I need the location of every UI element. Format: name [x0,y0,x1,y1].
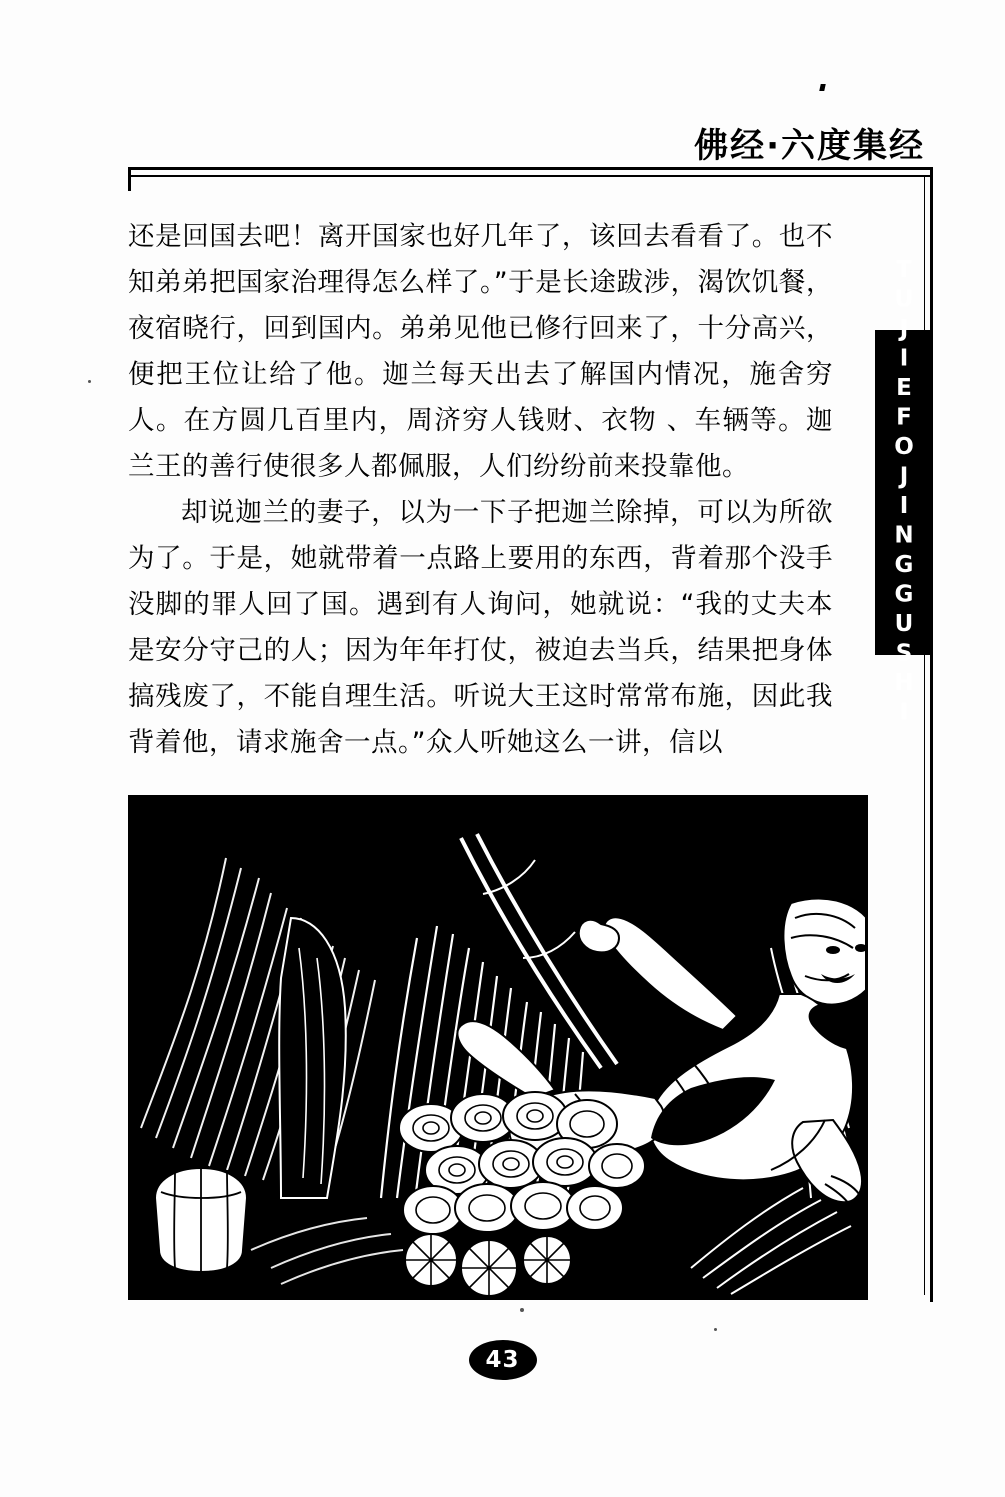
side-tab [875,256,933,729]
header-rule-left-tick [128,167,131,191]
body-text [128,214,833,766]
header-rule-thick [128,167,933,170]
decorative-dot [819,84,825,91]
illustration [128,795,868,1300]
paper-speck [88,380,91,383]
paper-speck [520,1308,524,1312]
page-number: 43 [469,1340,537,1380]
side-tab-label: TUJIEFOJINGGUSHI [891,256,917,729]
header-rule [128,167,933,177]
paper-speck [714,1328,717,1331]
header-rule-thin [128,175,933,177]
illustration-artwork [131,798,865,1297]
paragraph-2: 却说迦兰的妻子，以为一下子把迦兰除掉，可以为所欲为了。于是，她就带着一点路上要用的东西，背着那个没手没脚的罪人回了国。遇到有人询问，她就说：“我的丈夫本是安分守己的人；因为年年打仗，被迫去当兵，结果把身体搞残废了，不能自理生活。听说大王这时常常布施，因此我背着他，请求施舍一点。”众人听她这么一讲，信以 [128,497,833,758]
paragraph-1: 还是回国去吧！离开国家也好几年了，该回去看看了。也不知弟弟把国家治理得怎么样了。”于是长途跋涉，渴饮饥餐，夜宿晓行，回到国内。弟弟见他已修行回来了，十分高兴，便把王位让给了他。迦兰每天出去了解国内情况，施舍穷人。在方圆几百里内，周济穷人钱财、衣物 、车辆等。迦兰王的善行使很多人都佩服，人们纷纷前来投靠他。 [128,221,833,482]
page-title: 佛经·六度集经 [694,126,925,166]
